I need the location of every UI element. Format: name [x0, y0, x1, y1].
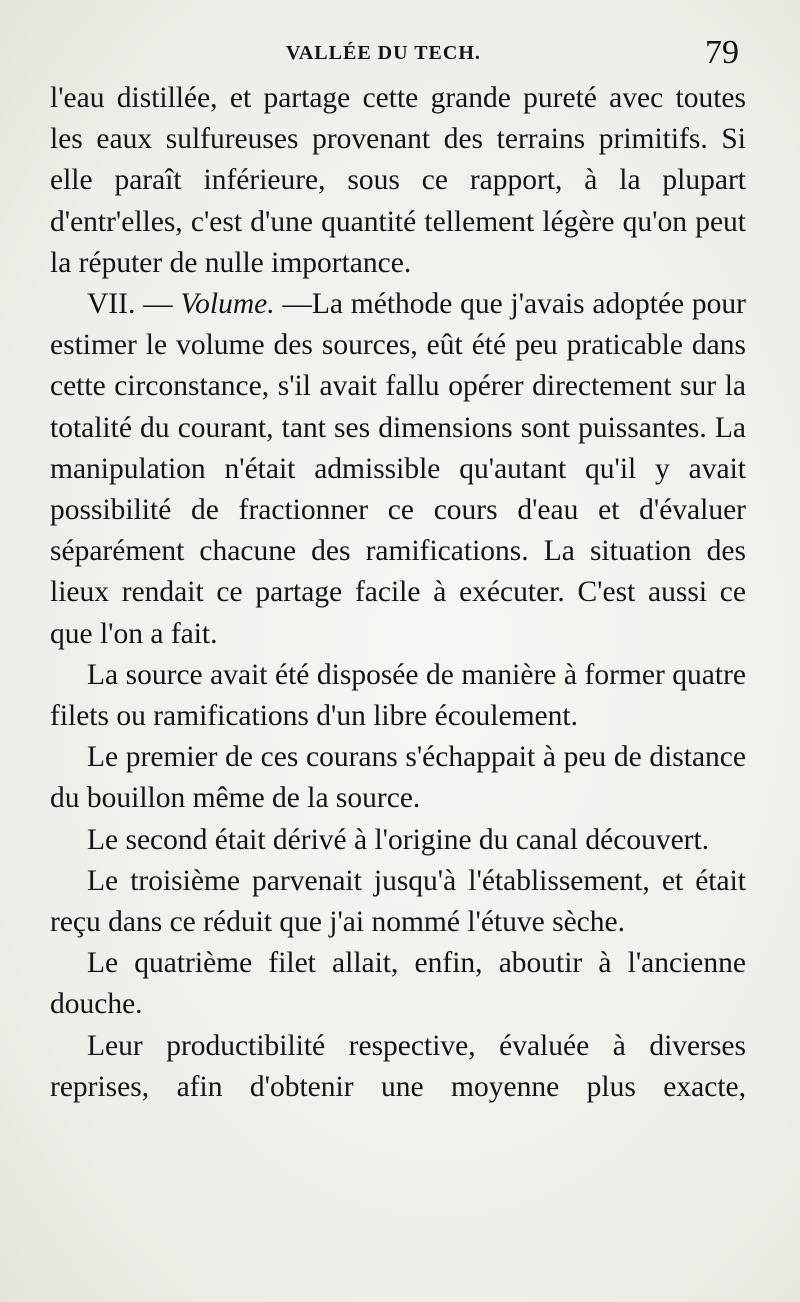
paragraph-continuation: l'eau distillée, et partage cette grande pureté avec toutes les eaux sulfureuses provenant des terrains primitifs. Si elle paraît inférieure, sous ce rapport, à la plupart d'entr'elles, c'est d'une quantité tellement légère qu'on peut la réputer de nulle importance.	[50, 82, 746, 279]
section-heading: Volume.	[180, 288, 275, 321]
section-number: VII. —	[87, 288, 181, 321]
page-header	[0, 30, 800, 80]
paragraph-quatrieme: Le quatrième filet allait, enfin, aboutir à l'ancienne douche.	[50, 947, 746, 1021]
paragraph-second: Le second était dérivé à l'origine du canal découvert.	[87, 823, 710, 856]
paragraph-troisieme: Le troisième parvenait jusqu'à l'établissement, et était reçu dans ce réduit que j'ai nommé l'étuve sèche.	[50, 864, 746, 939]
paragraph-source: La source avait été disposée de manière à former quatre filets ou ramifications d'un libre écoulement.	[50, 658, 746, 733]
paragraph-productibilite: Leur productibilité respective, évaluée à diverses reprises, afin d'obtenir une moyenne plus exacte,	[50, 1029, 746, 1103]
body-text	[50, 78, 746, 1108]
running-title: VALLÉE DU TECH.	[286, 42, 481, 64]
paragraph-premier: Le premier de ces courans s'échappait à peu de distance du bouillon même de la source.	[50, 741, 746, 815]
paragraph-section-vii	[50, 284, 746, 655]
page-number: 79	[705, 34, 739, 71]
section-text: —La méthode que j'avais adoptée pour estimer le volume des sources, eût été peu praticable dans cette circonstance, s'il avait fallu opérer directement sur la totalité du courant, tant ses dimensions sont puissantes. La manipulation n'était admissible qu'autant qu'il y avait possibilité de fractionner ce cours d'eau et d'évaluer séparément chacune des ramifications. La situation des lieux rendait ce partage facile à exécuter. C'est aussi ce que l'on a fait.	[50, 288, 746, 650]
